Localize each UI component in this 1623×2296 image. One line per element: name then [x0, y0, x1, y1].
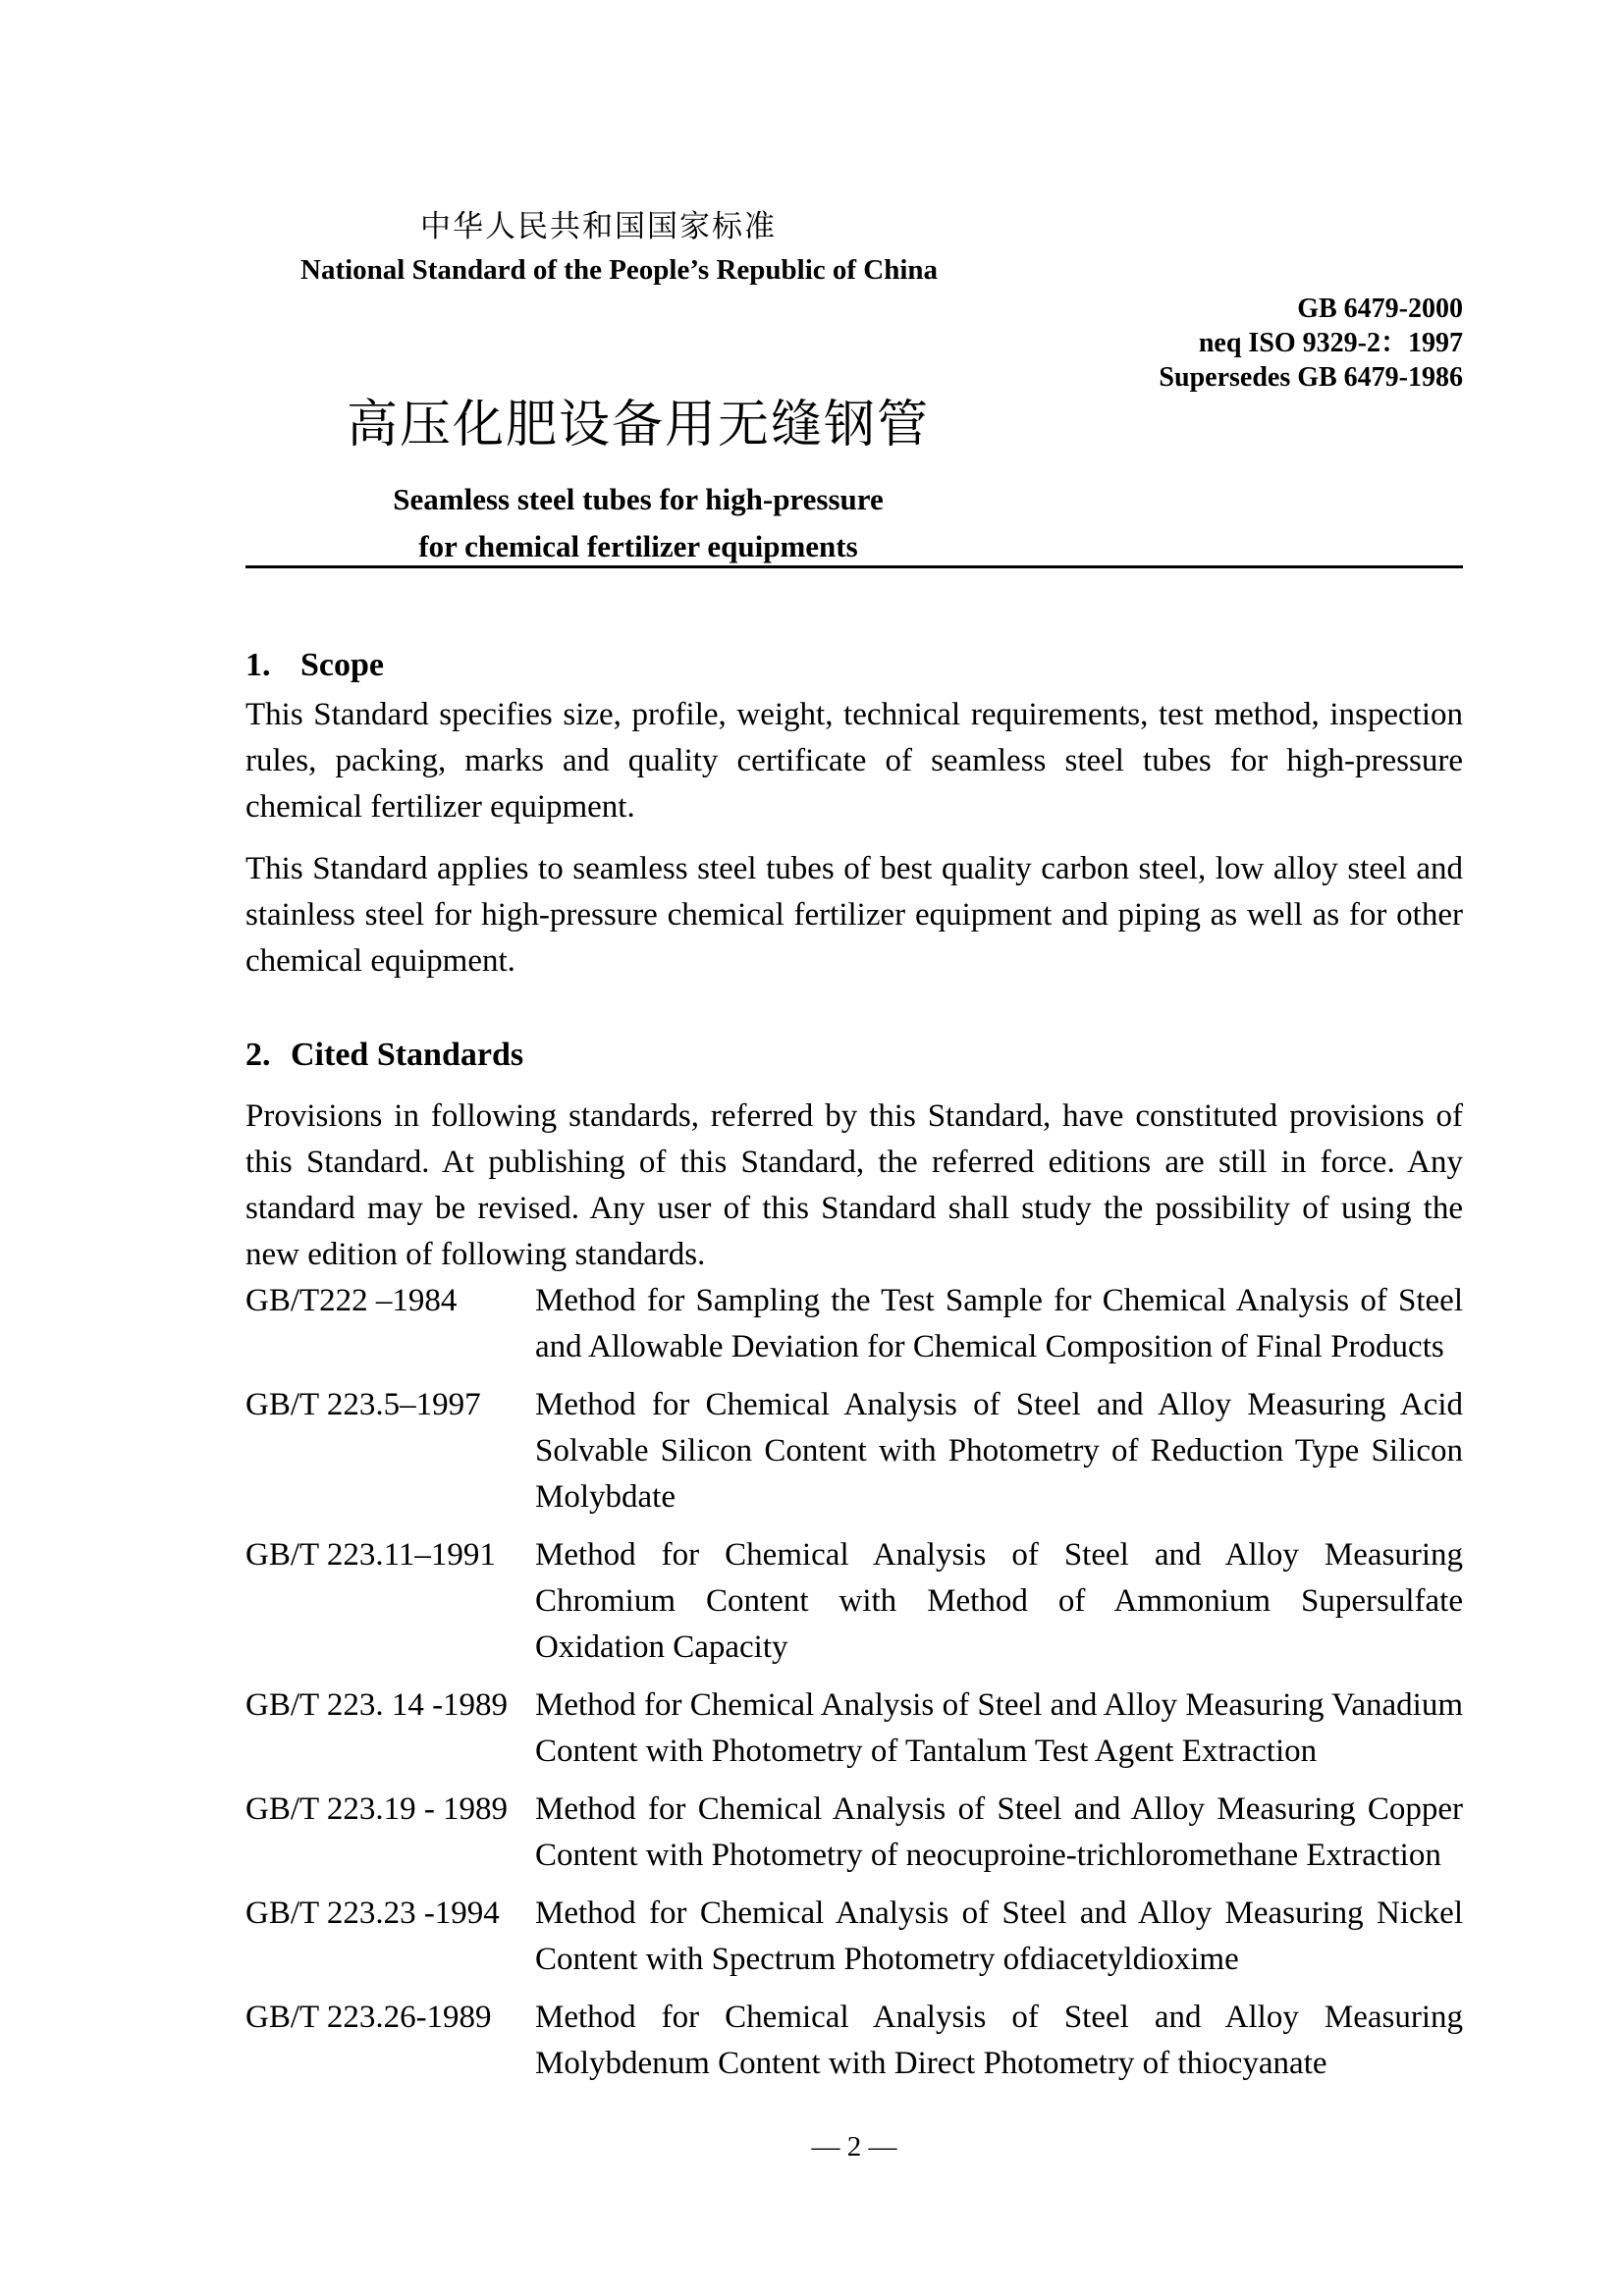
cited-standard-entry — [245, 1787, 1463, 1879]
section-1-heading — [245, 647, 1463, 683]
cited-standard-entry — [245, 1278, 1463, 1370]
document-title-cn: 高压化肥设备用无缝钢管 — [346, 398, 930, 454]
cited-standard-description: Method for Chemical Analysis of Steel and Alloy Measuring Chromium Content with Method of Ammonium Supersulfate Oxidation Capacity — [535, 1537, 1463, 1665]
document-title-en-line1: Seamless steel tubes for high-pressure — [393, 482, 884, 516]
cited-standard-code: GB/T 223.19 - 1989 — [245, 1791, 509, 1827]
section-1-paragraph-2: This Standard applies to seamless steel tubes of best quality carbon steel, low alloy steel and stainless steel for high-pressure chemical fertilizer equipment and piping as well as for other chemical equipment. — [245, 851, 1463, 979]
section-2-number: 2. — [245, 1037, 271, 1073]
header-divider-rule — [245, 565, 1463, 568]
cited-standard-code: GB/T 223.5–1997 — [245, 1387, 481, 1422]
section-2-title: Cited Standards — [291, 1037, 524, 1073]
cited-standard-code: GB/T222 –1984 — [245, 1283, 458, 1318]
cited-standard-entry — [245, 1532, 1463, 1671]
cited-standard-entry — [245, 1682, 1463, 1775]
cited-standard-description: Method for Chemical Analysis of Steel and Alloy Measuring Nickel Content with Spectrum Photometry ofdiacetyldioxime — [535, 1896, 1463, 1977]
section-1-number: 1. — [245, 647, 271, 683]
cited-standard-entry — [245, 1995, 1463, 2087]
standard-number: GB 6479-2000 — [1297, 294, 1463, 324]
cited-standard-entry — [245, 1891, 1463, 1983]
section-2-heading — [245, 1037, 1463, 1073]
cited-standard-entry — [245, 1382, 1463, 1521]
national-standard-title-en: National Standard of the People’s Republic of China — [300, 254, 939, 286]
cited-standard-description: Method for Sampling the Test Sample for Chemical Analysis of Steel and Allowable Deviation for Chemical Composition of Final Products — [535, 1283, 1463, 1364]
document-title-en-line2: for chemical fertilizer equipments — [418, 529, 858, 563]
page-footer — [245, 2132, 1463, 2163]
section-1-title: Scope — [300, 647, 384, 683]
national-standard-title-cn: 中华人民共和国国家标准 — [420, 209, 777, 243]
cited-standard-description: Method for Chemical Analysis of Steel and Alloy Measuring Molybdenum Content with Direct Photometry of thiocyanate — [535, 2000, 1463, 2081]
cited-standard-code: GB/T 223.26-1989 — [245, 2000, 492, 2035]
supersedes-note: Supersedes GB 6479-1986 — [1159, 362, 1463, 393]
iso-equivalence-note: neq ISO 9329-2：1997 — [1198, 328, 1463, 358]
standard-reference-block — [1159, 292, 1463, 395]
cited-standard-description: Method for Chemical Analysis of Steel and Alloy Measuring Vanadium Content with Photometry of Tantalum Test Agent Extraction — [535, 1687, 1463, 1769]
cited-standard-description: Method for Chemical Analysis of Steel and Alloy Measuring Acid Solvable Silicon Content with Photometry of Reduction Type Silicon Molybdate — [535, 1387, 1463, 1515]
cited-standard-code: GB/T 223. 14 -1989 — [245, 1687, 509, 1723]
cited-standard-code: GB/T 223.11–1991 — [245, 1537, 496, 1573]
cited-standard-description: Method for Chemical Analysis of Steel and Alloy Measuring Copper Content with Photometry of neocuproine-trichloromethane Extraction — [535, 1791, 1463, 1873]
section-2-paragraph-1: Provisions in following standards, referred by this Standard, have constituted provisions of this Standard. At publishing of this Standard, the referred editions are still in force. Any standard may be revised. Any user of this Standard shall study the possibility of using the new edition of following standards. — [245, 1098, 1463, 1272]
section-1-paragraph-1: This Standard specifies size, profile, weight, technical requirements, test method, inspection rules, packing, marks and quality certificate of seamless steel tubes for high-pressure chemical fertilizer equipment. — [245, 697, 1463, 825]
page-number: — 2 — — [811, 2131, 897, 2163]
cited-standard-code: GB/T 223.23 -1994 — [245, 1896, 500, 1931]
cited-standards-list — [245, 1278, 1463, 2099]
